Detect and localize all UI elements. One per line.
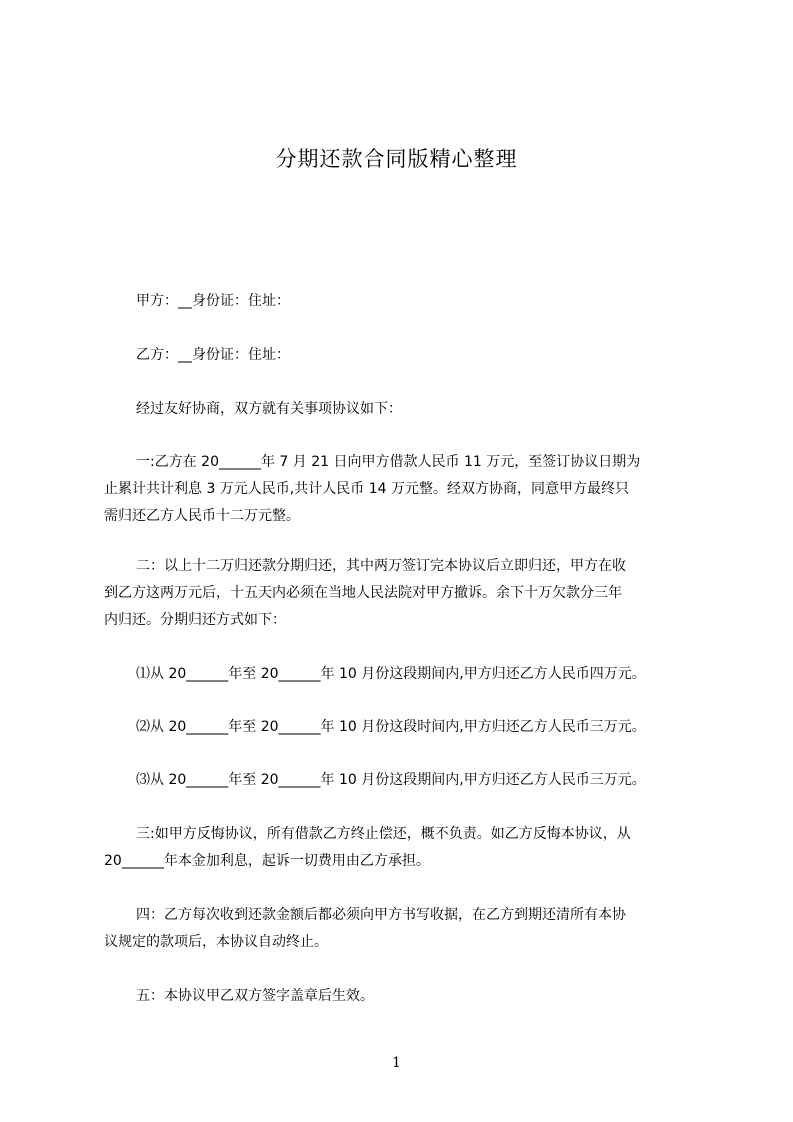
clause-4-line-2: 议规定的款项后，本协议自动终止。 <box>104 934 328 950</box>
installment-item: ⑵从 20______年至 20______年 10 月份这段时间内,甲方归还乙方人民币三万元。 <box>136 719 646 735</box>
intro-line: 经过友好协商，双方就有关事项协议如下： <box>136 401 402 417</box>
document-title: 分期还款合同版精心整理 <box>275 147 518 171</box>
clause-2-line-1: 二：以上十二万归还款分期归还，其中两万签订完本协议后立即归还，甲方在收 <box>136 558 626 574</box>
clause-1-line-2: 止累计共计利息 3 万元人民币,共计人民币 14 万元整。经双方协商，同意甲方最终只 <box>104 481 629 497</box>
installment-item: ⑴从 20______年至 20______年 10 月份这段期间内,甲方归还乙方人民币四万元。 <box>136 666 646 682</box>
party-b-line: 乙方：__身份证：住址： <box>136 347 290 363</box>
clause-4-line-1: 四：乙方每次收到还款金额后都必须向甲方书写收据，在乙方到期还清所有本协 <box>136 907 626 923</box>
party-a-line: 甲方：__身份证：住址： <box>136 293 290 309</box>
page-number: 1 <box>392 1055 401 1071</box>
clause-1-line-1: 一:乙方在 20______年 7 月 21 日向甲方借款人民币 11 万元，至签订协议日期为 <box>136 454 641 470</box>
installment-item: ⑶从 20______年至 20______年 10 月份这段期间内,甲方归还乙方人民币三万元。 <box>136 772 646 788</box>
clause-1-line-3: 需归还乙方人民币十二万元整。 <box>104 508 300 524</box>
clause-5-line: 五：本协议甲乙双方签字盖章后生效。 <box>136 988 374 1004</box>
clause-2-line-2: 到乙方这两万元后，十五天内必须在当地人民法院对甲方撤诉。余下十万欠款分三年 <box>104 585 622 601</box>
clause-2-line-3: 内归还。分期归还方式如下： <box>104 612 286 628</box>
clause-3-line-2: 20______年本金加利息，起诉一切费用由乙方承担。 <box>104 853 430 869</box>
clause-3-line-1: 三:如甲方反悔协议，所有借款乙方终止偿还，概不负责。如乙方反悔本协议，从 <box>136 826 631 842</box>
